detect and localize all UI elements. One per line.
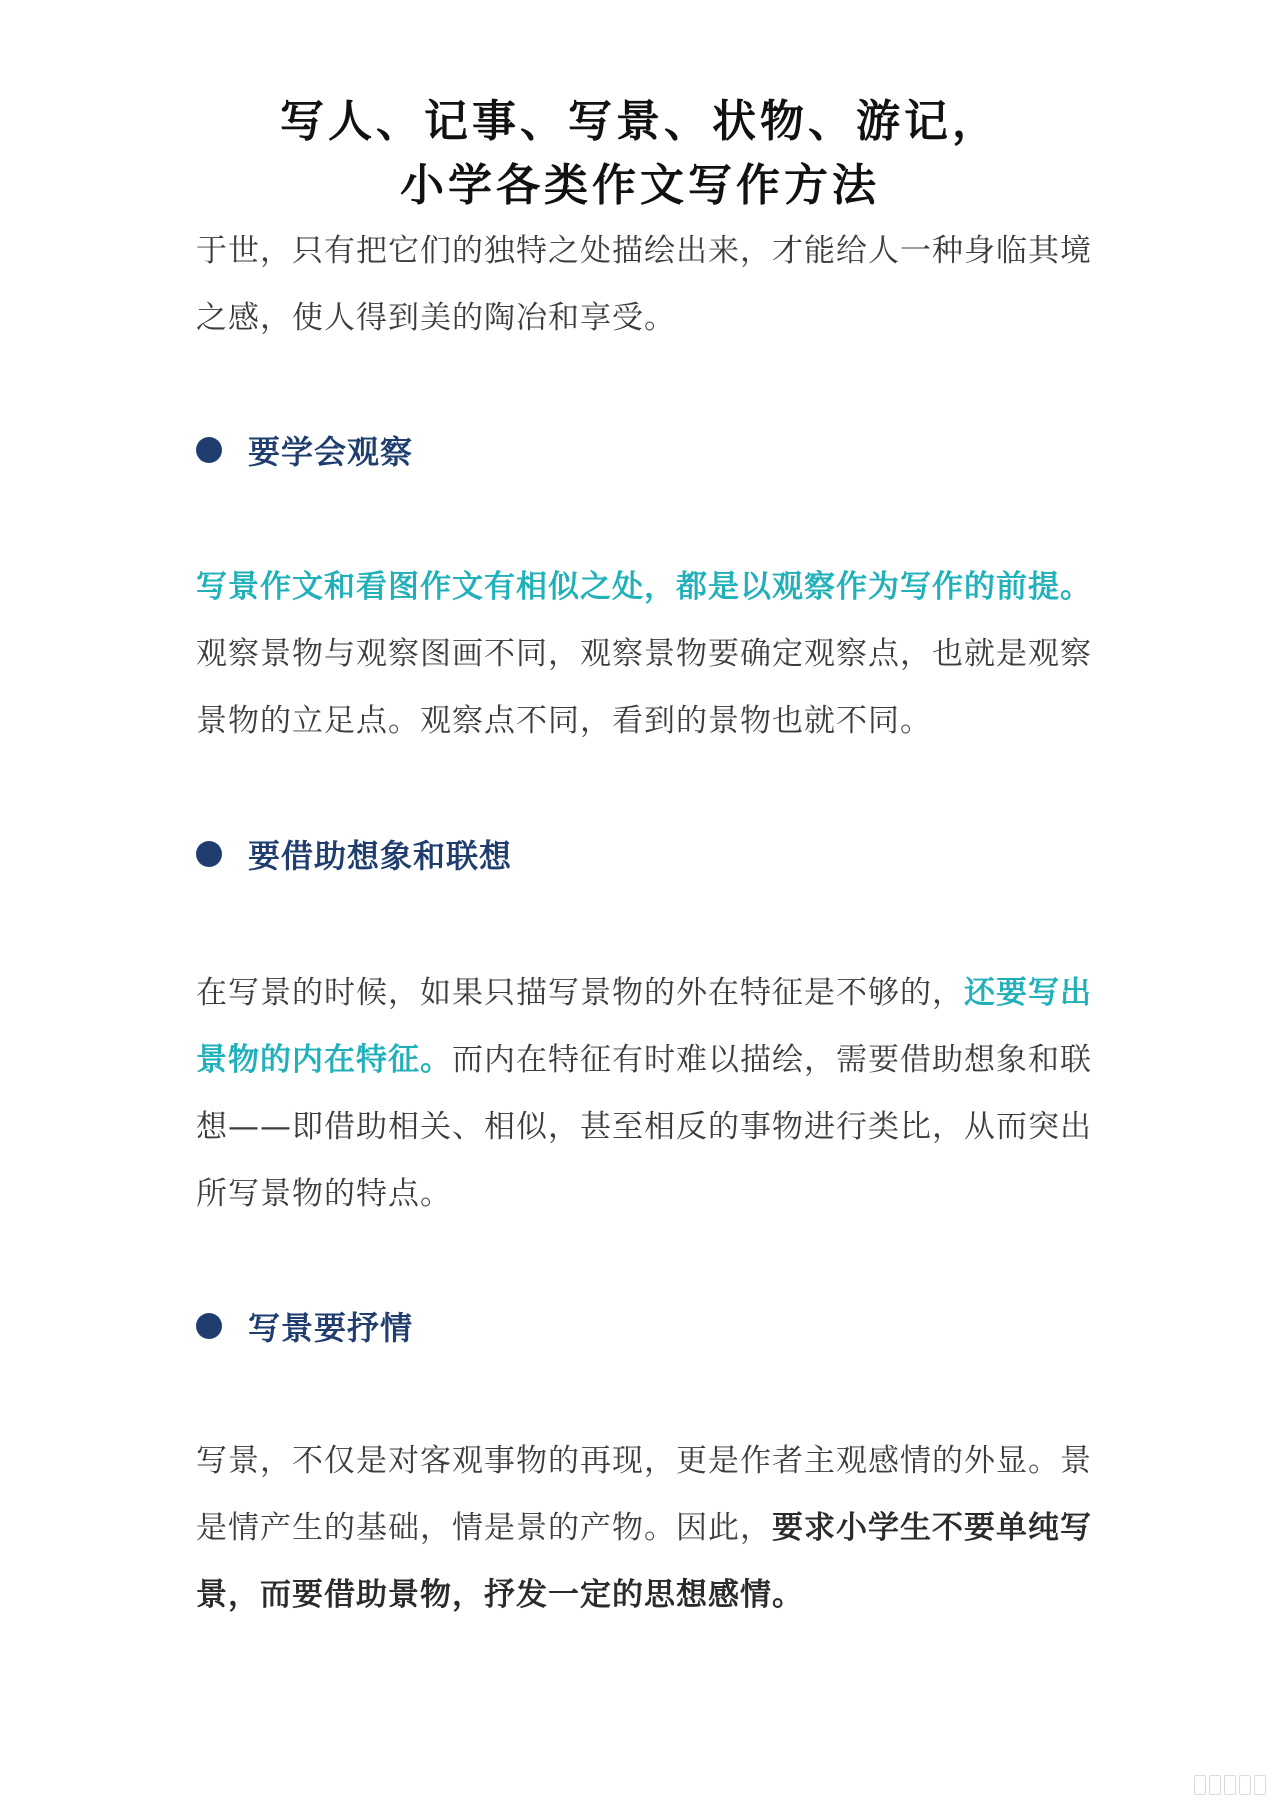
section-heading-emotion (196, 1296, 413, 1356)
section-heading-imagination (196, 824, 512, 884)
section-paragraph-imagination (196, 960, 1096, 1228)
emphasis-text: 要求小学生不要单纯写景，而要借助景物，抒发一定的思想感情。 (196, 1510, 1092, 1613)
highlight-text: 写景作文和看图作文有相似之处，都是以观察作为写作的前提。 (196, 569, 1092, 605)
section-paragraph-observe (196, 554, 1096, 755)
body-text: 在写景的时候，如果只描写景物的外在特征是不够的， (196, 975, 964, 1011)
section-heading-text: 要借助想象和联想 (248, 837, 513, 875)
article-title-line-1: 写人、记事、写景、状物、游记， (280, 96, 1000, 147)
highlight-text: 还要写出景物的内在特征。 (196, 975, 1092, 1078)
bullet-dot-icon (196, 841, 222, 867)
watermark-icon (1194, 1775, 1266, 1795)
bullet-dot-icon (196, 1313, 222, 1339)
section-heading-text: 写景要抒情 (248, 1309, 414, 1347)
body-text: 而内在特征有时难以描绘，需要借助想象和联想——即借助相关、相似，甚至相反的事物进行类比，从而突出所写景物的特点。 (196, 1042, 1092, 1212)
section-heading-observe (196, 420, 413, 480)
body-text: 写景，不仅是对客观事物的再现，更是作者主观感情的外显。景是情产生的基础，情是景的产物。因此， (196, 1443, 1092, 1546)
bullet-dot-icon (196, 437, 222, 463)
section-paragraph-emotion (196, 1428, 1096, 1629)
section-heading-text: 要学会观察 (248, 433, 414, 471)
article-title-line-2: 小学各类作文写作方法 (400, 160, 880, 211)
intro-paragraph: 于世，只有把它们的独特之处描绘出来，才能给人一种身临其境之感，使人得到美的陶冶和享受。 (196, 233, 1092, 336)
body-text: 观察景物与观察图画不同，观察景物要确定观察点，也就是观察景物的立足点。观察点不同，看到的景物也就不同。 (196, 636, 1092, 739)
